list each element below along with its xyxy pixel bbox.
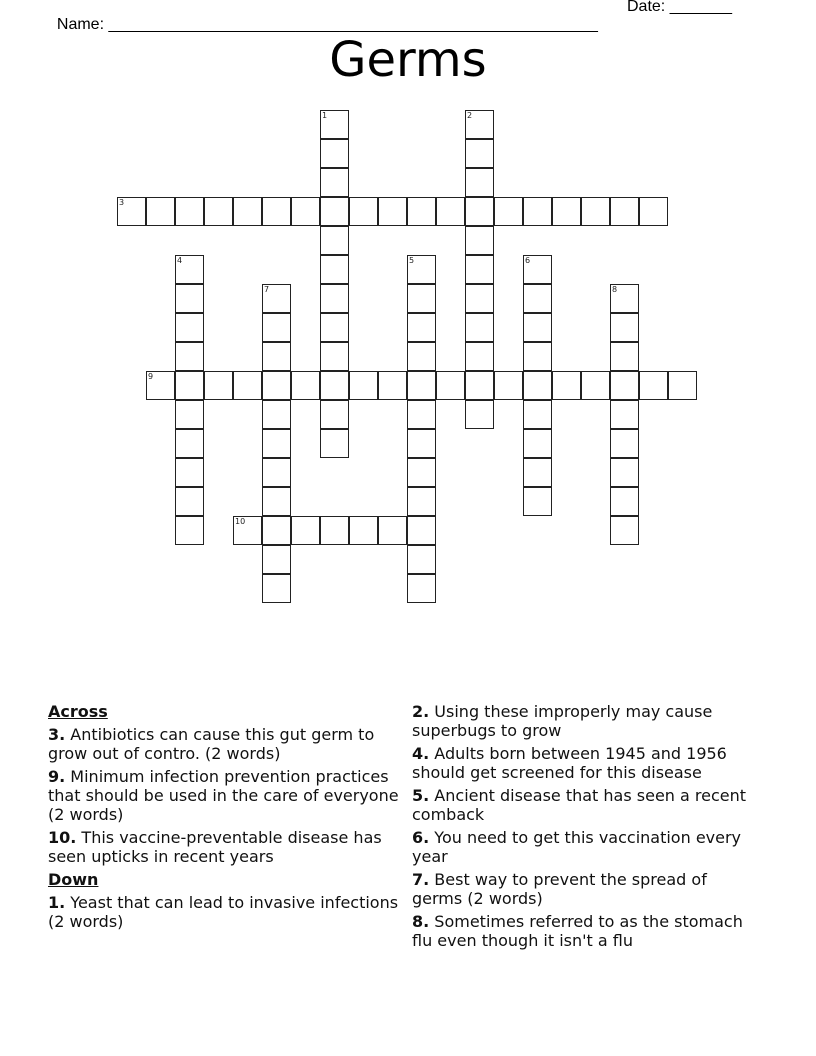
crossword-cell[interactable]	[407, 487, 436, 516]
crossword-cell[interactable]	[320, 371, 349, 400]
crossword-cell[interactable]	[175, 487, 204, 516]
crossword-cell[interactable]	[407, 429, 436, 458]
crossword-cell[interactable]	[175, 313, 204, 342]
clue-number-label: 5	[409, 256, 415, 265]
crossword-cell[interactable]	[610, 487, 639, 516]
crossword-cell[interactable]	[465, 197, 494, 226]
crossword-cell[interactable]	[233, 197, 262, 226]
crossword-cell[interactable]	[320, 429, 349, 458]
clue-text: Ancient disease that has seen a recent comback	[412, 786, 747, 824]
clue-text: Yeast that can lead to invasive infections (2 words)	[48, 893, 399, 931]
crossword-cell[interactable]	[407, 400, 436, 429]
clue-number: 3.	[48, 725, 66, 744]
clue-number: 1.	[48, 893, 66, 912]
clue-down-4	[412, 744, 762, 782]
clue-number-label: 8	[612, 285, 618, 294]
crossword-cell[interactable]	[407, 574, 436, 603]
clue-number: 8.	[412, 912, 430, 931]
clue-number-label: 7	[264, 285, 270, 294]
crossword-cell[interactable]	[407, 342, 436, 371]
crossword-cell[interactable]	[552, 197, 581, 226]
crossword-cell[interactable]	[639, 197, 668, 226]
crossword-cell[interactable]	[610, 516, 639, 545]
crossword-cell[interactable]	[262, 284, 291, 313]
clue-number: 9.	[48, 767, 66, 786]
clue-number: 5.	[412, 786, 430, 805]
crossword-cell[interactable]	[262, 400, 291, 429]
crossword-cell[interactable]	[378, 197, 407, 226]
crossword-cell[interactable]	[465, 139, 494, 168]
crossword-cell[interactable]	[552, 371, 581, 400]
crossword-cell[interactable]	[523, 400, 552, 429]
crossword-cell[interactable]	[610, 197, 639, 226]
crossword-cell[interactable]	[465, 168, 494, 197]
crossword-cell[interactable]	[262, 545, 291, 574]
crossword-cell[interactable]	[407, 284, 436, 313]
crossword-cell[interactable]	[407, 255, 436, 284]
crossword-cell[interactable]	[436, 371, 465, 400]
crossword-cell[interactable]	[262, 371, 291, 400]
clue-text: This vaccine-preventable disease has seen upticks in recent years	[48, 828, 382, 866]
clue-down-5	[412, 786, 762, 824]
crossword-cell[interactable]	[407, 197, 436, 226]
crossword-cell[interactable]	[668, 371, 697, 400]
crossword-cell[interactable]	[233, 371, 262, 400]
clue-number-label: 1	[322, 111, 328, 120]
crossword-cell[interactable]	[465, 313, 494, 342]
crossword-cell[interactable]	[610, 458, 639, 487]
crossword-cell[interactable]	[523, 371, 552, 400]
crossword-cell[interactable]	[436, 197, 465, 226]
crossword-cell[interactable]	[175, 458, 204, 487]
crossword-cell[interactable]	[465, 226, 494, 255]
crossword-cell[interactable]	[175, 371, 204, 400]
crossword-cell[interactable]	[320, 313, 349, 342]
clue-across-3	[48, 725, 410, 763]
clue-number-label: 6	[525, 256, 531, 265]
name-field-label[interactable]: Name: _______________________________________________________	[56, 16, 598, 33]
crossword-cell[interactable]	[291, 371, 320, 400]
crossword-cell[interactable]	[320, 400, 349, 429]
crossword-cell[interactable]	[146, 371, 175, 400]
crossword-cell[interactable]	[465, 255, 494, 284]
clue-number: 6.	[412, 828, 430, 847]
date-field-label[interactable]: Date: _______	[627, 0, 732, 15]
crossword-cell[interactable]	[523, 284, 552, 313]
down-heading: Down	[48, 870, 99, 889]
crossword-cell[interactable]	[465, 400, 494, 429]
crossword-cell[interactable]	[175, 342, 204, 371]
crossword-cell[interactable]	[610, 429, 639, 458]
crossword-cell[interactable]	[291, 516, 320, 545]
crossword-cell[interactable]	[407, 371, 436, 400]
clue-text: You need to get this vaccination every year	[412, 828, 742, 866]
crossword-cell[interactable]	[523, 458, 552, 487]
crossword-cell[interactable]	[262, 197, 291, 226]
crossword-cell[interactable]	[117, 197, 146, 226]
clue-number-label: 4	[177, 256, 183, 265]
crossword-cell[interactable]	[610, 313, 639, 342]
crossword-cell[interactable]	[262, 313, 291, 342]
across-heading: Across	[48, 702, 108, 721]
crossword-cell[interactable]	[175, 255, 204, 284]
crossword-cell[interactable]	[407, 458, 436, 487]
crossword-cell[interactable]	[523, 487, 552, 516]
clue-across-9	[48, 767, 410, 824]
crossword-cell[interactable]	[320, 226, 349, 255]
clue-number: 7.	[412, 870, 430, 889]
crossword-cell[interactable]	[610, 400, 639, 429]
crossword-cell[interactable]	[146, 197, 175, 226]
crossword-cell[interactable]	[523, 197, 552, 226]
crossword-cell[interactable]	[349, 371, 378, 400]
crossword-cell[interactable]	[175, 516, 204, 545]
crossword-cell[interactable]	[494, 371, 523, 400]
crossword-cell[interactable]	[523, 342, 552, 371]
crossword-cell[interactable]	[639, 371, 668, 400]
crossword-cell[interactable]	[523, 313, 552, 342]
clue-text: Using these improperly may cause superbugs to grow	[412, 702, 713, 740]
clue-text: Best way to prevent the spread of germs (2 words)	[412, 870, 707, 908]
page-title: Germs	[329, 32, 487, 88]
crossword-cell[interactable]	[465, 110, 494, 139]
crossword-cell[interactable]	[465, 371, 494, 400]
clue-down-1	[48, 893, 410, 931]
clue-number-label: 3	[119, 198, 125, 207]
crossword-cell[interactable]	[204, 371, 233, 400]
clue-down-2	[412, 702, 762, 740]
crossword-cell[interactable]	[262, 487, 291, 516]
crossword-cell[interactable]	[581, 371, 610, 400]
crossword-cell[interactable]	[523, 429, 552, 458]
crossword-cell[interactable]	[378, 371, 407, 400]
crossword-cell[interactable]	[407, 516, 436, 545]
clue-number: 2.	[412, 702, 430, 721]
crossword-cell[interactable]	[349, 197, 378, 226]
crossword-cell[interactable]	[262, 342, 291, 371]
crossword-cell[interactable]	[175, 400, 204, 429]
crossword-cell[interactable]	[262, 516, 291, 545]
crossword-cell[interactable]	[262, 429, 291, 458]
crossword-cell[interactable]	[465, 342, 494, 371]
crossword-cell[interactable]	[262, 458, 291, 487]
crossword-cell[interactable]	[349, 516, 378, 545]
crossword-cell[interactable]	[320, 284, 349, 313]
clue-number-label: 2	[467, 111, 473, 120]
clue-number: 4.	[412, 744, 430, 763]
crossword-cell[interactable]	[291, 197, 320, 226]
crossword-cell[interactable]	[610, 342, 639, 371]
crossword-cell[interactable]	[378, 516, 407, 545]
crossword-cell[interactable]	[320, 255, 349, 284]
clue-number-label: 10	[235, 517, 246, 526]
crossword-cell[interactable]	[407, 313, 436, 342]
crossword-cell[interactable]	[320, 139, 349, 168]
crossword-grid	[117, 110, 717, 610]
crossword-cell[interactable]	[320, 197, 349, 226]
clue-text: Antibiotics can cause this gut germ to grow out of contro. (2 words)	[48, 725, 375, 763]
crossword-cell[interactable]	[320, 168, 349, 197]
crossword-cell[interactable]	[320, 110, 349, 139]
crossword-cell[interactable]	[320, 516, 349, 545]
clue-text: Adults born between 1945 and 1956 should get screened for this disease	[412, 744, 727, 782]
crossword-cell[interactable]	[262, 574, 291, 603]
clue-across-10	[48, 828, 410, 866]
clue-text: Sometimes referred to as the stomach flu even though it isn't a flu	[412, 912, 743, 950]
crossword-cell[interactable]	[494, 197, 523, 226]
clue-down-8	[412, 912, 762, 950]
crossword-cell[interactable]	[523, 255, 552, 284]
crossword-cell[interactable]	[175, 197, 204, 226]
crossword-cell[interactable]	[175, 284, 204, 313]
clue-down-7	[412, 870, 762, 908]
crossword-cell[interactable]	[407, 545, 436, 574]
clue-number: 10.	[48, 828, 77, 847]
crossword-cell[interactable]	[581, 197, 610, 226]
crossword-cell[interactable]	[175, 429, 204, 458]
crossword-cell[interactable]	[204, 197, 233, 226]
clue-number-label: 9	[148, 372, 154, 381]
clues-column-right	[412, 702, 762, 954]
crossword-cell[interactable]	[233, 516, 262, 545]
clue-down-6	[412, 828, 762, 866]
clues-column-left	[48, 702, 410, 935]
crossword-cell[interactable]	[320, 342, 349, 371]
clue-text: Minimum infection prevention practices that should be used in the care of everyone (2 words)	[48, 767, 399, 824]
crossword-cell[interactable]	[465, 284, 494, 313]
crossword-cell[interactable]	[610, 371, 639, 400]
crossword-cell[interactable]	[610, 284, 639, 313]
